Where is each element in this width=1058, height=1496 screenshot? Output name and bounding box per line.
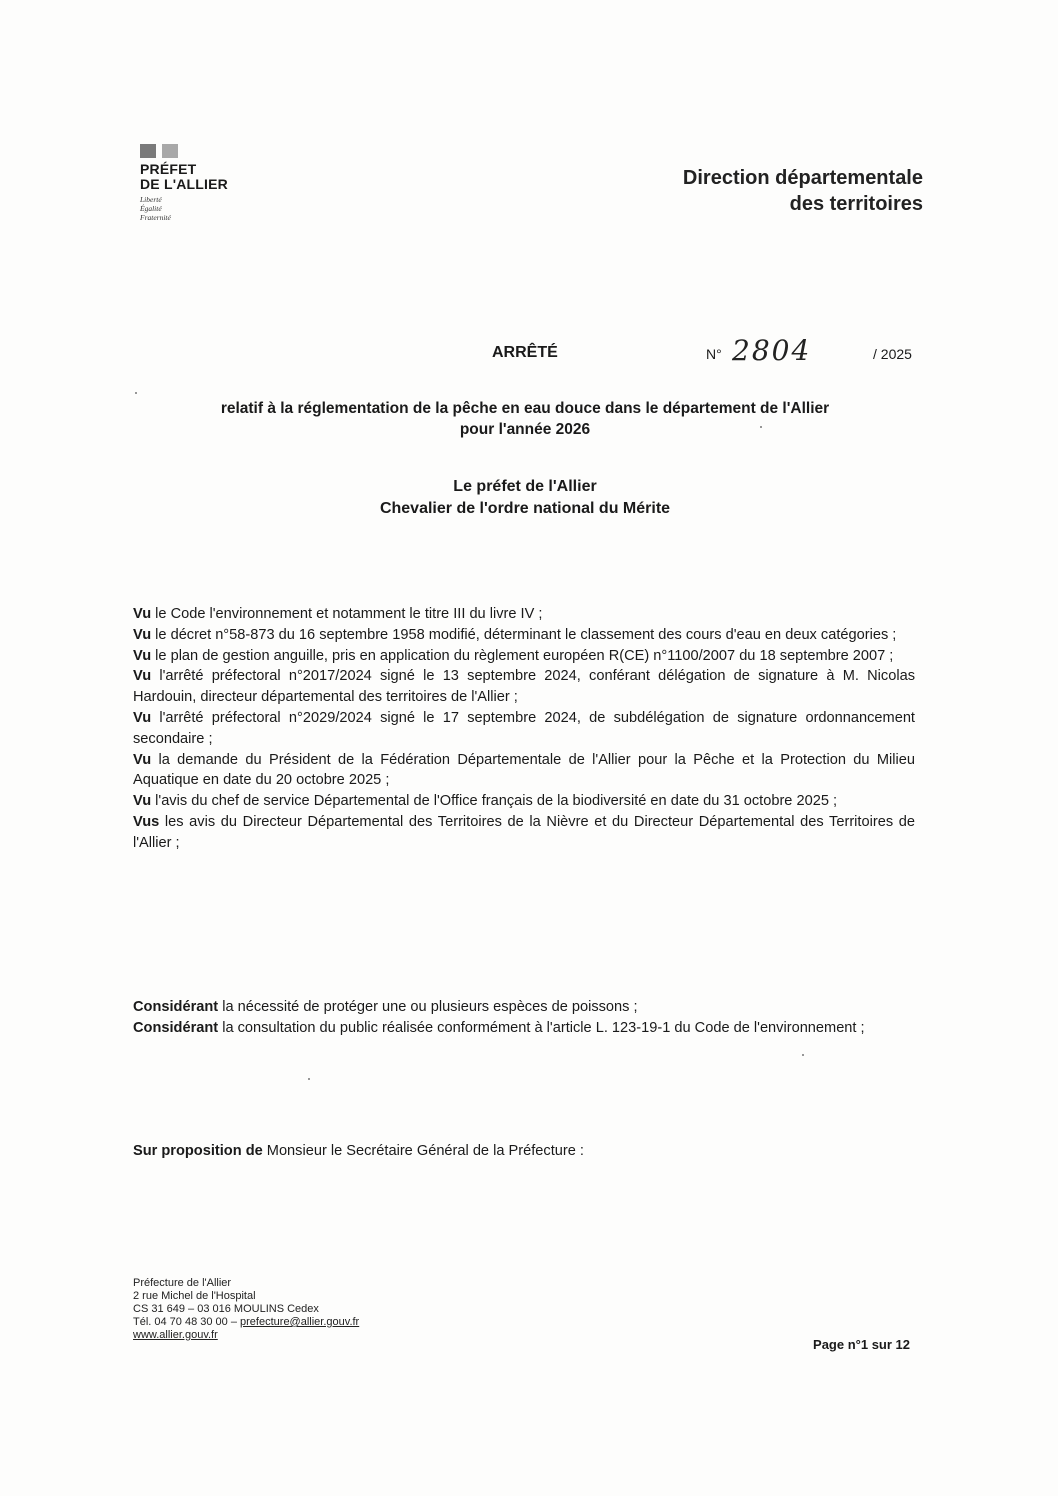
motto-liberte: Liberté (140, 195, 162, 204)
footer-email-link[interactable]: prefecture@allier.gouv.fr (240, 1316, 360, 1328)
footer-line3: CS 31 649 – 03 016 MOULINS Cedex (133, 1303, 319, 1315)
prefet-logo (140, 144, 260, 222)
arrete-subject (130, 398, 920, 440)
footer-website-link[interactable]: www.allier.gouv.fr (133, 1329, 218, 1341)
prefet-line1: Le préfet de l'Allier (453, 478, 597, 495)
scan-speck (802, 1054, 804, 1056)
scan-speck (135, 392, 137, 394)
direction-header (683, 165, 923, 217)
page-number: Page n°1 sur 12 (813, 1337, 910, 1352)
prefet-line2: Chevalier de l'ordre national du Mérite (379, 500, 671, 517)
footer-contact (133, 1316, 359, 1329)
footer-line1: Préfecture de l'Allier (133, 1277, 232, 1289)
arrete-year: / 2025 (873, 346, 912, 362)
scan-speck (760, 426, 762, 428)
arrete-number-line (0, 334, 1058, 378)
visa-item: Vu l'avis du chef de service Départemental de l'Office français de la biodiversité en date du 31 octobre 2025 ; (133, 793, 838, 810)
proposition-line: Sur proposition de Monsieur le Secrétaire Général de la Préfecture : (133, 1143, 584, 1159)
logo-title-line2: DE L'ALLIER (140, 176, 228, 192)
proposition-section (133, 1141, 915, 1162)
considerants-section (133, 997, 915, 1039)
direction-line1: Direction départementale (682, 167, 923, 189)
footer-line2: 2 rue Michel de l'Hospital (133, 1290, 256, 1302)
considerant-item: Considérant la nécessité de protéger une ou plusieurs espèces de poissons ; (133, 999, 638, 1015)
motto-fraternite: Fraternité (140, 213, 171, 222)
footer-address (133, 1277, 359, 1342)
direction-line2: des territoires (789, 193, 923, 215)
prefet-title (130, 476, 920, 520)
visa-item: Vus les avis du Directeur Départemental des Territoires de la Nièvre et du Directeur Départemental des Territoires de l'Allier ; (133, 813, 915, 851)
visa-item: Vu l'arrêté préfectoral n°2029/2024 signé le 17 septembre 2024, de subdélégation de signature ordonnancement secondaire ; (133, 709, 915, 747)
motto-egalite: Égalité (140, 204, 162, 213)
logo-title-line1: PRÉFET (140, 161, 197, 177)
visa-item: Vu le décret n°58-873 du 16 septembre 1958 modifié, déterminant le classement des cours d'eau en deux catégories ; (133, 626, 897, 643)
visa-item: Vu le Code l'environnement et notamment le titre III du livre IV ; (133, 606, 543, 622)
visa-item: Vu le plan de gestion anguille, pris en application du règlement européen R(CE) n°1100/2007 du 18 septembre 2007 ; (133, 647, 894, 664)
visa-item: Vu la demande du Président de la Fédération Départementale de l'Allier pour la Pêche et la Protection du Milieu Aquatique en date du 20 octobre 2025 ; (133, 751, 915, 789)
subject-line1: relatif à la réglementation de la pêche en eau douce dans le département de l'Allier (220, 400, 830, 417)
logo-motto (140, 195, 260, 222)
scan-speck (308, 1078, 310, 1080)
visa-item: Vu l'arrêté préfectoral n°2017/2024 signé le 13 septembre 2024, conférant délégation de signature à M. Nicolas Hardouin, directeur départemental des territoires de l'Allier ; (133, 668, 915, 706)
visas-section (133, 604, 915, 854)
considerant-item: Considérant la consultation du public réalisée conformément à l'article L. 123-19-1 du Code de l'environnement ; (133, 1019, 865, 1036)
arrete-no-label: N° (706, 346, 722, 362)
subject-line2: pour l'année 2026 (459, 421, 591, 438)
marianne-logo-icon (140, 144, 260, 158)
footer-tel: Tél. 04 70 48 30 00 – (133, 1316, 241, 1328)
arrete-handwritten-number: 2804 (732, 334, 812, 367)
arrete-title: ARRÊTÉ (492, 344, 558, 361)
